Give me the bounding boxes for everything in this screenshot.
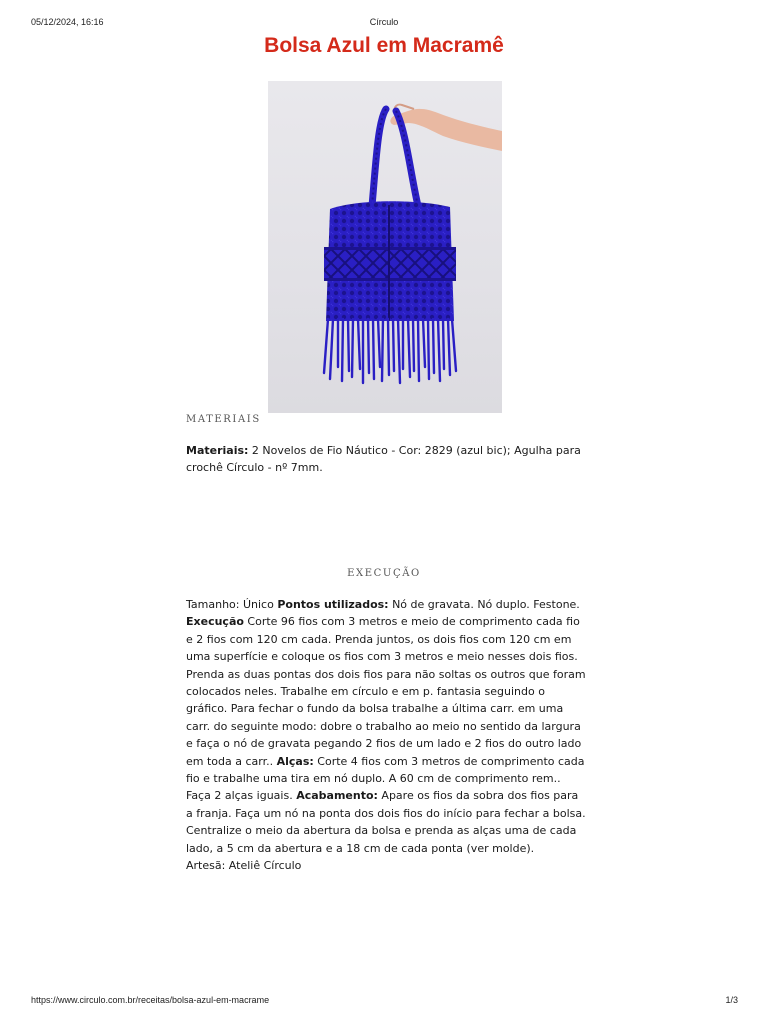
finishing-text: Apare os fios da sobra dos fios para a franja. Faça um nó na ponta dos dois fios do início para fechar a bolsa. Centralize o meio da abertura da bolsa e prenda as alças uma de cada lado, a 5 cm da abertura e a 18 cm de cada ponta (ver molde). — [186, 789, 586, 855]
page-title: Bolsa Azul em Macramê — [264, 34, 504, 57]
print-header — [0, 17, 768, 31]
finishing-label: Acabamento: — [296, 789, 378, 803]
print-site-title: Círculo — [369, 17, 399, 27]
handles-label: Alças: — [276, 754, 314, 768]
print-footer — [0, 995, 768, 1009]
execution-text — [186, 596, 586, 875]
materials-label: Materiais: — [186, 444, 249, 457]
execution-label: Execução — [186, 615, 244, 629]
materials-heading: MATERIAIS — [186, 414, 261, 425]
print-datetime: 05/12/2024, 16:16 — [31, 17, 104, 27]
blue-macrame-bag-icon — [268, 81, 502, 413]
materials-description: 2 Novelos de Fio Náutico - Cor: 2829 (azul bic); Agulha para crochê Círculo - nº 7mm. — [186, 444, 581, 475]
artisan-credit: Artesã: Ateliê Círculo — [186, 859, 302, 873]
execution-heading: EXECUÇÃO — [347, 568, 421, 579]
stitches-text: Nó de gravata. Nó duplo. Festone. — [388, 598, 580, 611]
page-url: https://www.circulo.com.br/receitas/bolsa-azul-em-macrame — [31, 995, 270, 1005]
execution-instructions: Corte 96 fios com 3 metros e meio de comprimento cada fio e 2 fios com 120 cm cada. Prenda juntos, os dois fios com 120 cm em uma superfície e coloque os fios com 3 metros e meio nesses dois fios. Prenda as duas pontas dos dois fios para não soltas os outros que foram colocados neles. Trabalhe em círculo e em p. fantasia seguindo o gráfico. Para fechar o fundo da bolsa trabalhe a última carr. em uma carr. do seguinte modo: dobre o trabalho ao meio no sentido da largura e faça o nó de gravata pegando 2 fios de um lado e 2 fios do outro lado em toda a carr.. — [186, 615, 586, 768]
size-text: Tamanho: Único — [186, 598, 278, 611]
stitches-label: Pontos utilizados: — [277, 598, 389, 611]
page-number: 1/3 — [725, 995, 738, 1005]
product-photo — [268, 81, 502, 413]
handles-text: Corte 4 fios com 3 metros de comprimento cada fio e trabalhe uma tira em nó duplo. A 60 cm de comprimento rem.. Faça 2 alças iguais. — [186, 754, 585, 803]
materials-text — [186, 442, 586, 477]
